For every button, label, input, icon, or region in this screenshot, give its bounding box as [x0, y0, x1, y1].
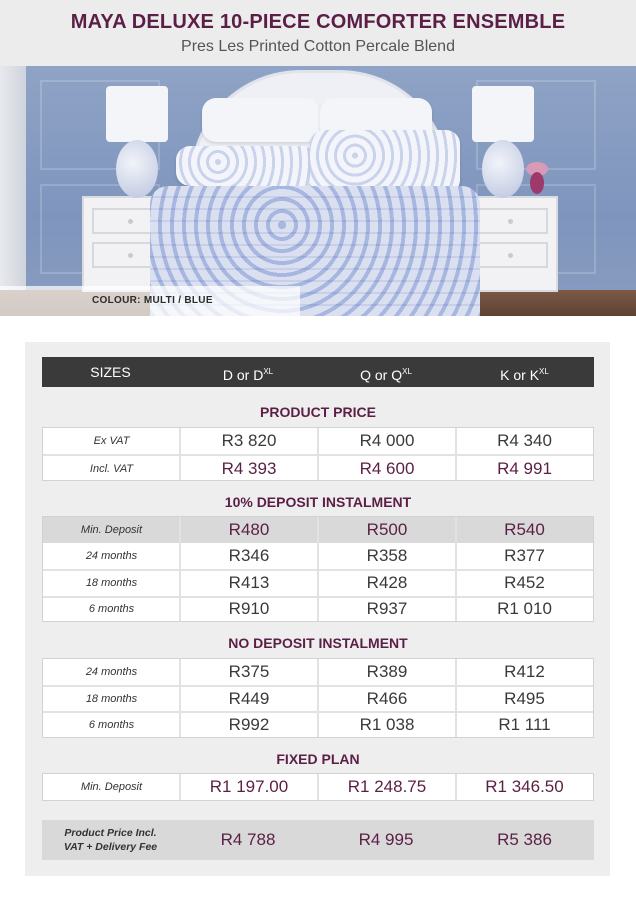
price-cell: R346	[228, 546, 270, 565]
size-king-base: K or K	[500, 367, 540, 383]
row-label: Ex VAT	[93, 435, 130, 447]
fixed-plan-table	[42, 773, 594, 801]
vase	[530, 172, 544, 194]
price-cell: R1 038	[359, 715, 415, 734]
price-cell: R4 393	[221, 459, 277, 478]
total-label-line2: VAT + Delivery Fee	[63, 841, 158, 853]
product-photo	[0, 66, 636, 316]
row-label: Min. Deposit	[80, 781, 143, 793]
size-double	[179, 357, 317, 387]
product-title: MAYA DELUXE 10-PIECE COMFORTER ENSEMBLE	[70, 11, 566, 33]
floral-pillow	[310, 130, 460, 194]
column-divider	[455, 517, 457, 621]
lamp-base-left	[116, 140, 158, 198]
price-cell: R500	[366, 520, 408, 539]
price-cell: R4 000	[359, 431, 415, 450]
price-cell: R358	[366, 546, 408, 565]
price-cell: R540	[504, 520, 545, 539]
drawer	[472, 208, 548, 234]
price-cell: R1 346.50	[485, 777, 564, 796]
row-label: 18 months	[85, 693, 138, 705]
row-label: 6 months	[88, 719, 135, 731]
floral-pillow	[176, 146, 316, 186]
size-queen-base: Q or Q	[360, 367, 403, 383]
price-cell: R449	[228, 689, 270, 708]
size-double-base: D or D	[222, 367, 264, 383]
total-row	[42, 820, 594, 860]
section-no-deposit-instalment: NO DEPOSIT INSTALMENT	[228, 635, 408, 651]
pillow	[202, 98, 320, 142]
row-label: 18 months	[85, 577, 138, 589]
total-label	[42, 826, 179, 854]
column-divider	[179, 428, 181, 480]
header	[0, 0, 636, 66]
column-divider	[179, 774, 181, 800]
price-cell: R1 010	[497, 599, 552, 618]
column-divider	[317, 774, 319, 800]
price-cell: R389	[366, 662, 408, 681]
price-cell: R910	[228, 599, 270, 618]
drawer-knob	[128, 253, 133, 258]
price-cell: R412	[504, 662, 545, 681]
lamp-base-right	[482, 140, 524, 198]
size-queen	[317, 357, 455, 387]
price-cell: R4 600	[359, 459, 415, 478]
price-cell: R1 248.75	[347, 777, 427, 796]
deposit-instalment-table	[42, 516, 594, 622]
column-divider	[179, 659, 181, 737]
sizes-label: SIZES	[90, 364, 131, 380]
curtain	[0, 66, 26, 316]
column-divider	[179, 517, 181, 621]
price-cell: R1 197.00	[209, 777, 289, 796]
size-queen-sup: XL	[402, 367, 412, 376]
total-label-line1: Product Price Incl.	[64, 827, 157, 839]
price-cell: R375	[228, 662, 270, 681]
price-cell: R480	[228, 520, 270, 539]
column-divider	[455, 659, 457, 737]
row-label: 24 months	[85, 550, 138, 562]
product-price-table	[42, 427, 594, 481]
row-label: 24 months	[85, 666, 138, 678]
drawer-knob	[508, 219, 513, 224]
section-fixed-plan: FIXED PLAN	[276, 751, 360, 767]
size-double-sup: XL	[263, 367, 274, 376]
total-value: R5 386	[497, 830, 552, 849]
price-cell: R466	[366, 689, 408, 708]
price-cell: R413	[228, 573, 270, 592]
colour-label: COLOUR: MULTI / BLUE	[92, 295, 213, 306]
product-subtitle: Pres Les Printed Cotton Percale Blend	[181, 38, 455, 55]
row-label: Min. Deposit	[80, 524, 143, 536]
column-divider	[455, 428, 457, 480]
size-king	[455, 357, 594, 387]
lamp-shade-left	[106, 86, 168, 142]
total-value: R4 995	[358, 830, 414, 849]
price-cell: R452	[504, 573, 545, 592]
sizes-header	[42, 357, 594, 387]
price-cell: R495	[504, 689, 545, 708]
colour-label-band	[0, 286, 300, 316]
row-label: 6 months	[88, 603, 135, 615]
price-cell: R992	[228, 715, 270, 734]
price-cell: R3 820	[221, 431, 277, 450]
drawer-knob	[508, 253, 513, 258]
drawer	[472, 242, 548, 268]
size-king-sup: XL	[539, 367, 549, 376]
drawer-knob	[128, 219, 133, 224]
price-cell: R4 991	[497, 459, 552, 478]
price-cell: R428	[366, 573, 408, 592]
price-cell: R4 340	[497, 431, 552, 450]
price-cell: R1 111	[498, 715, 551, 734]
section-deposit-instalment: 10% DEPOSIT INSTALMENT	[224, 494, 412, 510]
column-divider	[317, 659, 319, 737]
no-deposit-instalment-table	[42, 658, 594, 738]
row-label: Incl. VAT	[89, 463, 134, 475]
column-divider	[317, 428, 319, 480]
price-cell: R937	[366, 599, 408, 618]
total-value: R4 788	[220, 830, 276, 849]
column-divider	[455, 774, 457, 800]
column-divider	[317, 517, 319, 621]
price-cell: R377	[504, 546, 545, 565]
section-product-price: PRODUCT PRICE	[260, 404, 376, 420]
lamp-shade-right	[472, 86, 534, 142]
